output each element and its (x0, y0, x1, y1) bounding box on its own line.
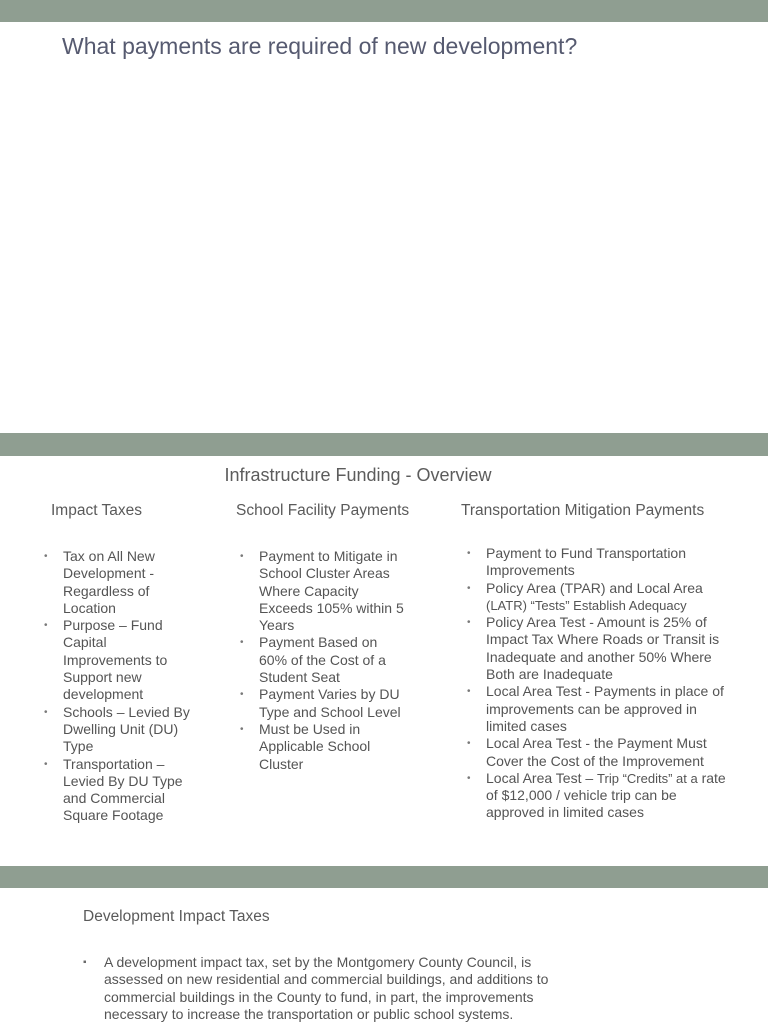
list-item (467, 580, 732, 615)
list-item: • Schools – Levied By Dwelling Unit (DU) Type (44, 704, 194, 756)
list-item-text-small: (LATR) “Tests” Establish Adequacy (486, 597, 687, 613)
slide-header-bar (0, 433, 768, 456)
school-facility-payments-list (240, 548, 405, 773)
list-item: • Local Area Test - Payments in place of improvements can be approved in limited cases (467, 683, 732, 735)
slide-2-title: Infrastructure Funding - Overview (224, 465, 492, 485)
list-item: • Payment to Mitigate in School Cluster Areas Where Capacity Exceeds 105% within 5 Years (240, 548, 405, 634)
list-item-text-small: Trip “Credits” at a (597, 770, 698, 786)
list-item: • Must be Used in Applicable School Cluster (240, 721, 405, 773)
impact-taxes-list (44, 548, 194, 825)
school-facility-payments-heading: School Facility Payments (236, 502, 410, 519)
development-impact-taxes-list (83, 954, 583, 1023)
list-item-text: rate of $12,000 / vehicle trip can be approved in limited cases (486, 769, 726, 821)
slide-1-title: What payments are required of new development? (62, 33, 578, 59)
list-item: • Payment to Fund Transportation Improvements (467, 545, 732, 580)
list-item: • Policy Area Test - Amount is 25% of Impact Tax Where Roads or Transit is Inadequate and another 50% Where Both are Inadequate (467, 614, 732, 683)
list-item: • Payment Varies by DU Type and School Level (240, 686, 405, 721)
slide-3-title: Development Impact Taxes (83, 908, 270, 925)
list-item: • Transportation – Levied By DU Type and Commercial Square Footage (44, 756, 194, 825)
list-item: • Purpose – Fund Capital Improvements to Support new development (44, 617, 194, 703)
list-item-text: Policy Area (TPAR) and Local Area (486, 579, 703, 596)
list-item-text: Local Area Test – (486, 769, 598, 786)
slide-header-bar (0, 0, 768, 22)
slide-header-bar (0, 866, 768, 888)
list-item: • Payment Based on 60% of the Cost of a Student Seat (240, 634, 405, 686)
list-item: ▪ A development impact tax, set by the Montgomery County Council, is assessed on new residential and commercial buildings, and additions to commercial buildings in the County to fund, in part, the improvements necessary to increase the transportation or public school systems. (83, 954, 583, 1023)
transportation-mitigation-payments-list (467, 545, 732, 822)
transportation-mitigation-payments-heading: Transportation Mitigation Payments (461, 502, 705, 519)
list-item (467, 770, 732, 822)
list-item: • Local Area Test - the Payment Must Cover the Cost of the Improvement (467, 735, 732, 770)
impact-taxes-heading: Impact Taxes (51, 502, 143, 519)
list-item: • Tax on All New Development - Regardless of Location (44, 548, 194, 617)
